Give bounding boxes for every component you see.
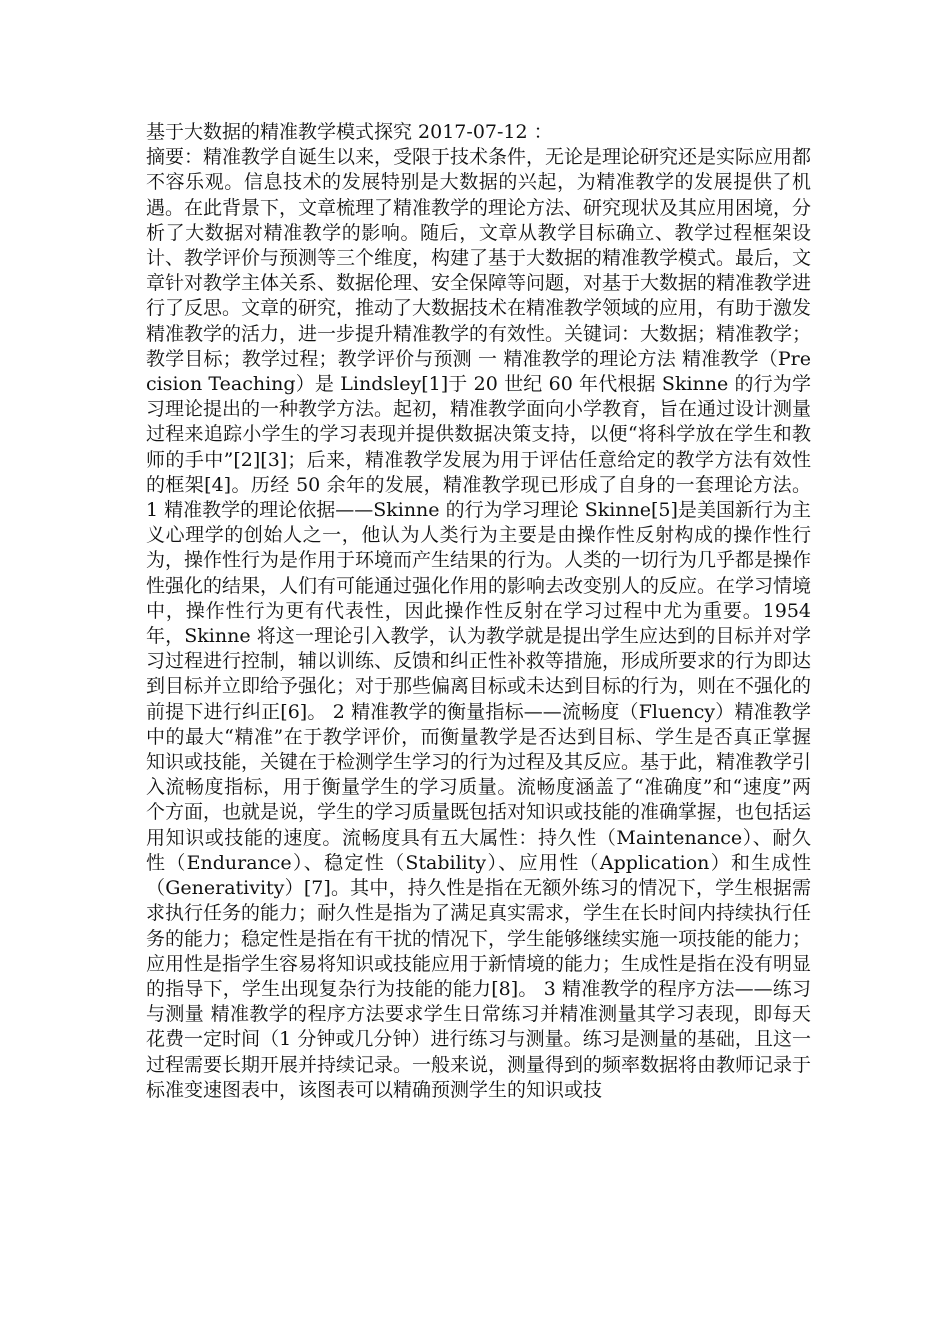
document-title-line: 基于大数据的精准教学模式探究 2017-07-12 ： bbox=[146, 121, 553, 143]
document-content bbox=[146, 120, 811, 1103]
document-body-text: 摘要：精准教学自诞生以来，受限于技术条件，无论是理论研究还是实际应用都不容乐观。信息技术的发展特别是大数据的兴起，为精准教学的发展提供了机遇。在此背景下，文章梳理了精准教学的理论方法、研究现状及其应用困境，分析了大数据对精准教学的影响。随后，文章从教学目标确立、教学过程框架设计、教学评价与预测等三个维度，构建了基于大数据的精准教学模式。最后，文章针对教学主体关系、数据伦理、安全保障等问题，对基于大数据的精准教学进行了反思。文章的研究，推动了大数据技术在精准教学领域的应用，有助于激发精准教学的活力，进一步提升精准教学的有效性。关键词：大数据；精准教学；教学目标；教学过程；教学评价与预测 一 精准教学的理论方法 精准教学（Precision Teaching）是 Lindsley[1]于 20 世纪 60 年代根据 Skinne 的行为学习理论提出的一种教学方法。起初，精准教学面向小学教育，旨在通过设计测量过程来追踪小学生的学习表现并提供数据决策支持，以便“将科学放在学生和教师的手中”[2][3]；后来，精准教学发展为用于评估任意给定的教学方法有效性的框架[4]。历经 50 余年的发展，精准教学现已形成了自身的一套理论方法。 1 精准教学的理论依据——Skinne 的行为学习理论 Skinne[5]是美国新行为主义心理学的创始人之一，他认为人类行为主要是由操作性反射构成的操作性行为，操作性行为是作用于环境而产生结果的行为。人类的一切行为几乎都是操作性强化的结果，人们有可能通过强化作用的影响去改变别人的反应。在学习情境中，操作性行为更有代表性，因此操作性反射在学习过程中尤为重要。1954 年，Skinne 将这一理论引入教学，认为教学就是提出学生应达到的目标并对学习过程进行控制，辅以训练、反馈和纠正性补救等措施，形成所要求的行为即达到目标并立即给予强化；对于那些偏离目标或未达到目标的行为，则在不强化的前提下进行纠正[6]。 2 精准教学的衡量指标——流畅度（Fluency）精准教学中的最大“精准”在于教学评价，而衡量教学是否达到目标、学生是否真正掌握知识或技能，关键在于检测学生学习的行为过程及其反应。基于此，精准教学引入流畅度指标，用于衡量学生的学习质量。流畅度涵盖了“准确度”和“速度”两个方面，也就是说，学生的学习质量既包括对知识或技能的准确掌握，也包括运用知识或技能的速度。流畅度具有五大属性：持久性（Maintenance）、耐久性（Endurance）、稳定性（Stability）、应用性（Application）和生成性（Generativity）[7]。其中，持久性是指在无额外练习的情况下，学生根据需求执行任务的能力；耐久性是指为了满足真实需求，学生在长时间内持续执行任务的能力；稳定性是指在有干扰的情况下，学生能够继续实施一项技能的能力；应用性是指学生容易将知识或技能应用于新情境的能力；生成性是指在没有明显的指导下，学生出现复杂行为技能的能力[8]。 3 精准教学的程序方法——练习与测量 精准教学的程序方法要求学生日常练习并精准测量其学习表现，即每天花费一定时间（1 分钟或几分钟）进行练习与测量。练习是测量的基础，且这一过程需要长期开展并持续记录。一般来说，测量得到的频率数据将由教师记录于标准变速图表中，该图表可以精确预测学生的知识或技 bbox=[146, 146, 812, 1101]
